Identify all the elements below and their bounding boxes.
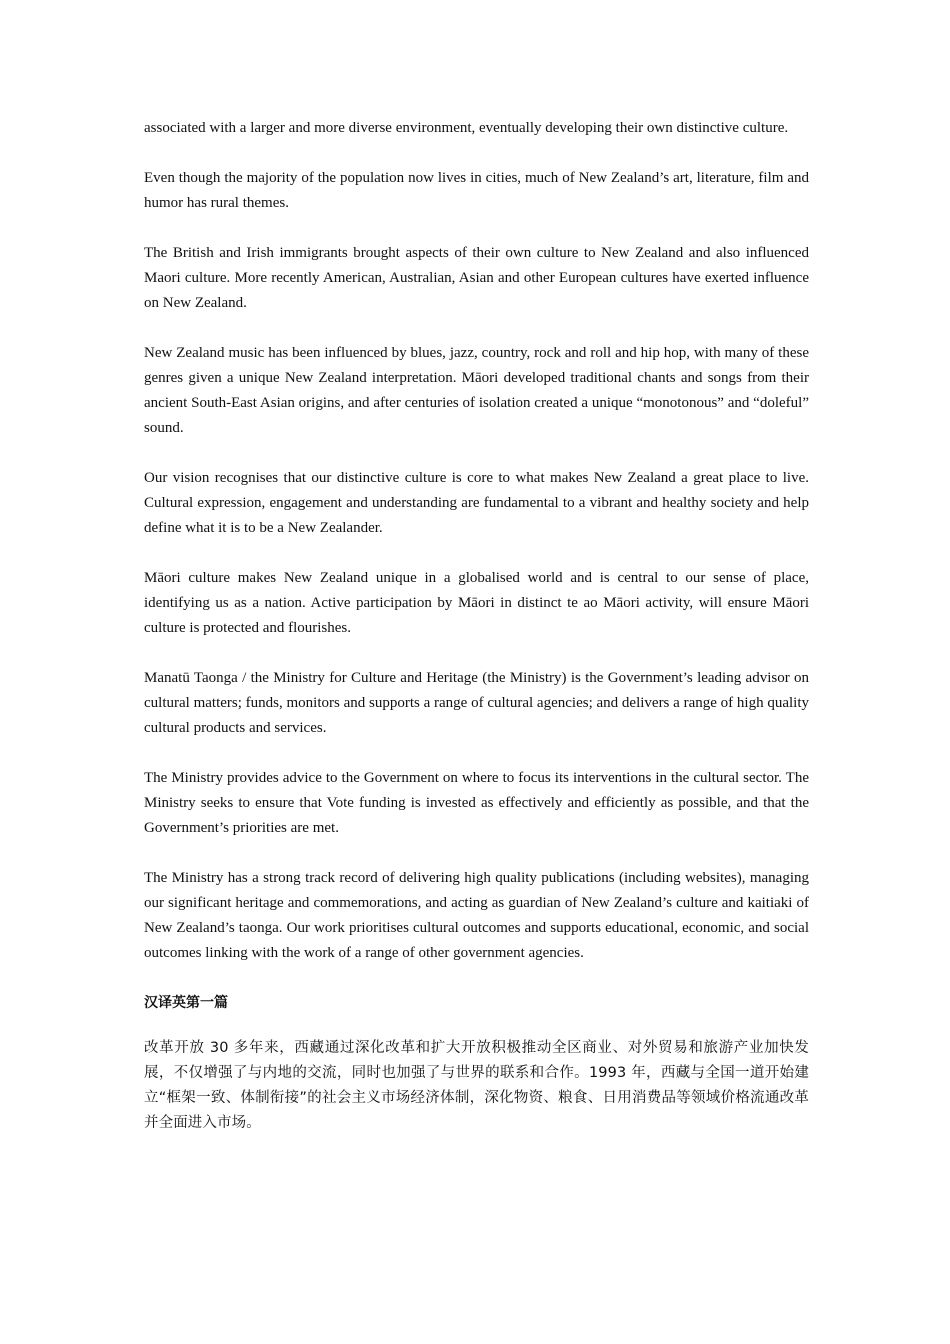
paragraph-2: Even though the majority of the population now lives in cities, much of New Zealand’s art, literature, film and humor has rural themes. xyxy=(144,170,809,211)
paragraph-3: The British and Irish immigrants brought aspects of their own culture to New Zealand and also influenced Maori culture. More recently American, Australian, Asian and other European cultures have exerted influence on New Zealand. xyxy=(144,245,809,311)
chinese-paragraph: 改革开放 30 多年来，西藏通过深化改革和扩大开放积极推动全区商业、对外贸易和旅游产业加快发展，不仅增强了与内地的交流，同时也加强了与世界的联系和合作。1993 年，西藏与全国一道开始建立“框架一致、体制衔接”的社会主义市场经济体制，深化物资、粮食、日用消费品等领域价格流通改革并全面进入市场。 xyxy=(144,1040,809,1131)
section-heading: 汉译英第一篇 xyxy=(144,995,228,1011)
paragraph-7: Manatū Taonga / the Ministry for Culture and Heritage (the Ministry) is the Government’s leading advisor on cultural matters; funds, monitors and supports a range of cultural agencies; and delivers a range of high quality cultural products and services. xyxy=(144,670,809,736)
paragraph-6: Māori culture makes New Zealand unique in a globalised world and is central to our sense of place, identifying us as a nation. Active participation by Māori in distinct te ao Māori activity, will ensure Māori culture is protected and flourishes. xyxy=(144,570,809,636)
document-body xyxy=(144,116,809,1136)
paragraph-5: Our vision recognises that our distinctive culture is core to what makes New Zealand a great place to live. Cultural expression, engagement and understanding are fundamental to a vibrant and healthy society and help define what it is to be a New Zealander. xyxy=(144,470,809,536)
paragraph-9: The Ministry has a strong track record of delivering high quality publications (including websites), managing our significant heritage and commemorations, and acting as guardian of New Zealand’s culture and kaitiaki of New Zealand’s taonga. Our work prioritises cultural outcomes and supports educational, economic, and social outcomes linking with the work of a range of other government agencies. xyxy=(144,870,809,961)
paragraph-8: The Ministry provides advice to the Government on where to focus its interventions in the cultural sector. The Ministry seeks to ensure that Vote funding is invested as effectively and efficiently as possible, and that the Government’s priorities are met. xyxy=(144,770,809,836)
paragraph-4: New Zealand music has been influenced by blues, jazz, country, rock and roll and hip hop, with many of these genres given a unique New Zealand interpretation. Māori developed traditional chants and songs from their ancient South-East Asian origins, and after centuries of isolation created a unique “monotonous” and “doleful” sound. xyxy=(144,345,809,436)
paragraph-1: associated with a larger and more diverse environment, eventually developing their own distinctive culture. xyxy=(144,120,789,136)
